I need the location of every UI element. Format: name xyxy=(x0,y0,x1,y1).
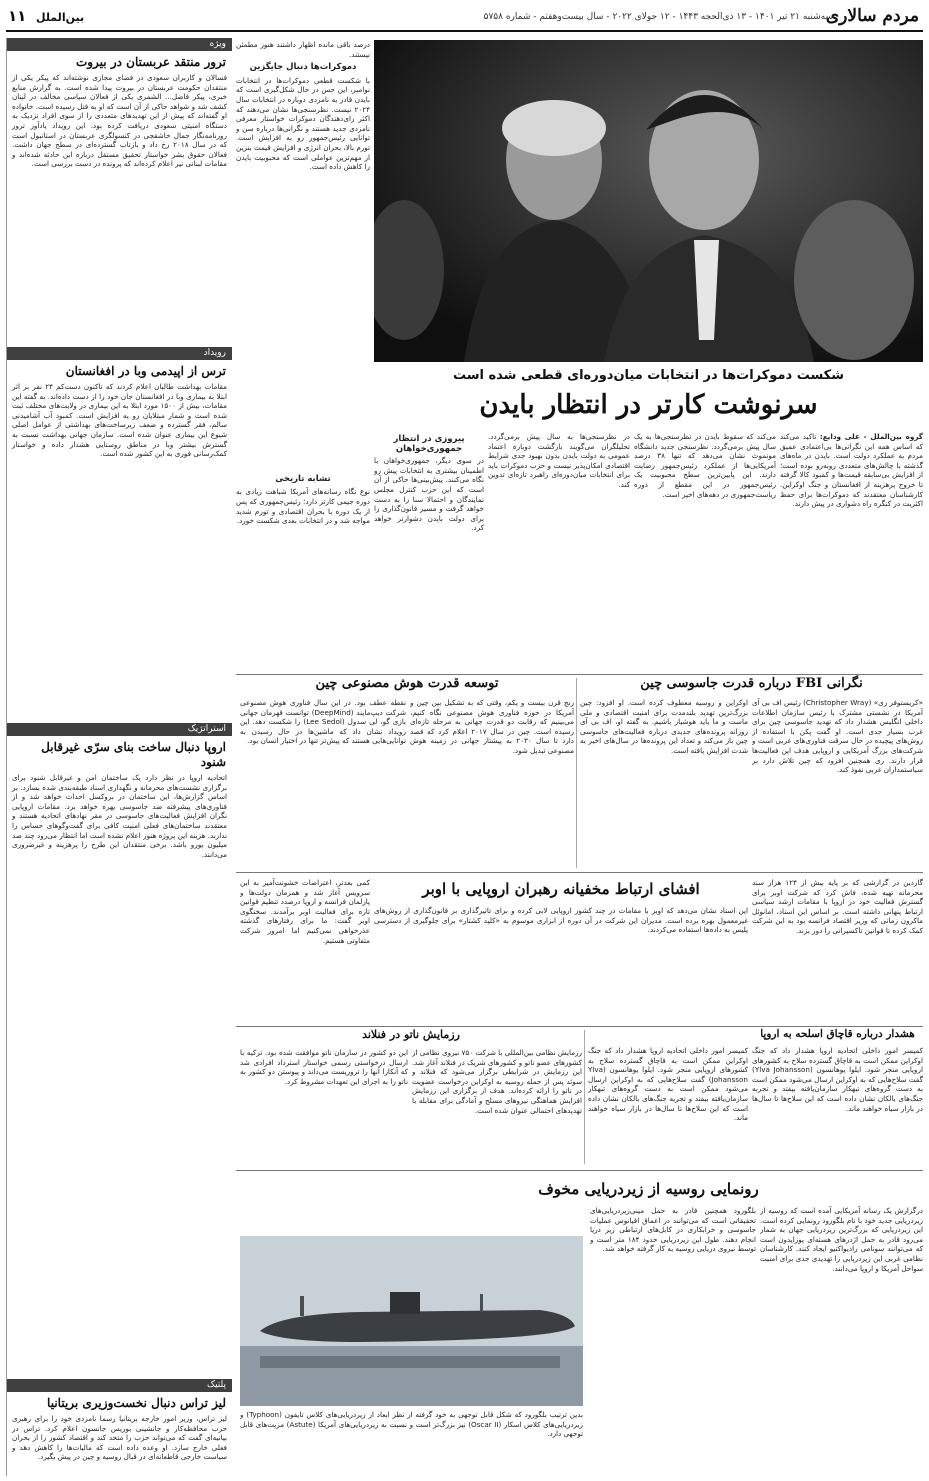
article-body xyxy=(240,878,370,1020)
divider xyxy=(576,678,577,868)
submarine-photo xyxy=(240,1236,583,1406)
subheading: پیروزی در انتظار جمهوری‌خواهان xyxy=(393,434,465,454)
article-body xyxy=(580,698,748,866)
left-news-column xyxy=(6,38,232,1476)
submarine-image xyxy=(240,1236,583,1406)
article-body xyxy=(752,878,923,1020)
lead-text: نوع نگاه رسانه‌های آمریکا شباهت زیادی به دوره جیمی کارتر دارد؛ رئیس‌جمهوری که پس از یک دوره با بحران اقتصادی و تورم شدید مواجه شد و در انتخابات بعدی شکست خورد. xyxy=(236,487,370,526)
byline: گروه بین‌الملل - علی ودایع: xyxy=(819,432,923,441)
article-body xyxy=(240,1410,583,1474)
subheading: تشابه تاریخی xyxy=(275,473,331,484)
article-text: اوکراین و روسیه معطوف کرده است. او افزود: چین بزرگ‌ترین تهدید بلندمدت برای امنیت اقتصادی و ملی ماست و ما باید هوشیار باشیم. به گفته او، اف بی آی روزانه پرونده‌های جدیدی درباره فعالیت‌های جاسوسی چین باز می‌کند و تعداد این پرونده‌ها در سال‌های اخیر به شدت افزایش یافته است. xyxy=(580,698,748,755)
article-text: کمی بعدتر، اعتراضات خشونت‌آمیز به این سرویس آغاز شد و همزمان دولت‌ها و پارلمان فرانسه و اروپا درصدد تنظیم قوانین تازه برای فعالیت اوبر برآمدند. سخنگوی اوبر گفت: ما برای رفتارهای گذشته عذرخواهی نمی‌کنیم اما امروز شرکت متفاوتی هستیم. xyxy=(240,878,370,945)
section-tag: استراتژیک xyxy=(7,723,232,736)
article-text: کمیسر امور داخلی اتحادیه اروپا هشدار داد که جنگ اوکراین ممکن است به قاچاق گسترده سلاح به کشورهای اروپایی منجر شود. ایلوا یوهانسون (Ylva Johansson) گفت سلاح‌هایی که به اوکراین ارسال می‌شود ممکن است به دست گروه‌های تبهکار سازمان‌یافته بیفتد و تجربه جنگ‌های بالکان نشان داده است که این سلاح‌ها تا سال‌ها در بازار سیاه خواهند ماند. xyxy=(588,1046,748,1123)
article-text: رنج قرن بیست و یکم، وقتی که به تشکیل بین چین و آمریکا در حوزه فناوری هوش مصنوعی نگاه کنیم، می‌بینیم که رقابت دو قدرت جهانی به مرحله تازه‌ای رسیده است. چین در سال ۲۰۱۷ اعلام کرد که قصد دارد تا سال ۲۰۳۰ به پیشتاز جهانی در زمینه هوش مصنوعی تبدیل شود. xyxy=(410,698,574,755)
article-body: لیز تراس، وزیر امور خارجه بریتانیا رسما نامزدی خود را برای رهبری حزب محافظه‌کار و جانشینی بوریس جانسون اعلام کرد. تراس در بیانیه‌ای گفت که می‌تواند حزب را متحد کند و اقتصاد کشور را از بحران فعلی خارج سازد. او وعده داده است که مالیات‌ها را کاهش دهد و سیاست خارجی قاطعانه‌ای در قبال روسیه و چین در پیش بگیرد. xyxy=(12,1414,227,1462)
article-text: «کریستوفر ری» (Christopher Wray) رئیس اف بی آی آمریکا در نشستی مشترک با رئیس سازمان اطلاعات داخلی انگلیس هشدار داد که تهدید جاسوسی چین برای غرب بسیار جدی است. او گفت پکن با استفاده از روش‌های پیچیده در حال سرقت فناوری‌های غربی است و شرکت‌های بزرگ آمریکایی و اروپایی هدف این فعالیت‌ها قرار دارند. ری همچنین افزود که چین تلاش دارد بر سیاستمداران غربی نفوذ کند. xyxy=(752,698,923,775)
article-text: کمیسر امور داخلی اتحادیه اروپا هشدار داد که جنگ اوکراین ممکن است به قاچاق گسترده سلاح به کشورهای اروپایی منجر شود. ایلوا یوهانسون (Ylva Johansson) گفت سلاح‌هایی که به اوکراین ارسال می‌شود ممکن است به دست گروه‌های تبهکار سازمان‌یافته بیفتد و تجربه جنگ‌های بالکان نشان داده است که این سلاح‌ها تا سال‌ها در بازار سیاه خواهند ماند. xyxy=(752,1046,923,1113)
article-title: توسعه قدرت هوش مصنوعی چین xyxy=(315,676,499,691)
article-text: این اسناد نشان می‌دهد که اوبر با مقامات در چند کشور اروپایی لابی کرده و برای تاثیرگذاری بر قانون‌گذاری از روش‌های غیرمعمول بهره برده است. مدیران این شرکت در آن دوره از ابزاری موسوم به «کلید کشتار» برای جلوگیری از دسترسی پلیس به داده‌ها استفاده می‌کردند. xyxy=(374,906,748,935)
article-title: هشدار درباره قاچاق اسلحه به اروپا xyxy=(760,1028,915,1040)
photo-carter-biden xyxy=(374,40,923,362)
article-body xyxy=(410,698,574,866)
article-body xyxy=(588,1046,748,1164)
article-title: ترس از اپیدمی وبا در افغانستان xyxy=(65,364,226,378)
divider xyxy=(236,674,923,675)
article-title: رزمایش ناتو در فنلاند xyxy=(362,1028,460,1041)
article-title: اروپا دنبال ساخت بنای سرّی غیرقابل شنود xyxy=(41,740,226,769)
divider xyxy=(236,1026,923,1027)
article-body: فسالان و کاربران سعودی در فضای مجازی نوشته‌اند که پیکر یکی از منتقدان حکومت عربستان در بیروت پیدا شده است. به گزارش منابع خبری، پیکر فاضل... الشمری یکی از فعالان سیاسی مخالف در لبنان کشف شد و شواهد حاکی از آن است که او به قتل رسیده است. خانواده او گفته‌اند که پیش از این تهدیدهای متعددی را از سوی افراد نزدیک به دستگاه امنیتی سعودی دریافت کرده بود. این رویداد یادآور ترور روزنامه‌نگار جمال خاشقجی در کنسولگری عربستان در استانبول است که در سال ۲۰۱۸ رخ داد و بازتاب گسترده‌ای در سطح جهان داشت. فعالان حقوق بشر خواستار تحقیق مستقل درباره این حادثه شده‌اند و مقامات لبنانی نیز اعلام کرده‌اند که پرونده در دست بررسی است. xyxy=(12,73,227,169)
article-text: بدین ترتیب بلگورود که شکل قابل توجهی به خود گرفته از نظر ابعاد از زیردریایی‌های کلاس تایفون (Typhoon) و زیردریایی‌های کلاس اسکار (Oscar II) نیز بزرگ‌تر است و نسبت به زیردریایی‌های آمریکا (Astute) مزیت‌های قابل توجهی دارد. xyxy=(240,1410,583,1439)
lead-kicker: شکست دموکرات‌ها در انتخابات میان‌دوره‌ای قطعی شده است xyxy=(452,368,845,383)
lead-headline: سرنوشت کارتر در انتظار بایدن xyxy=(479,390,818,420)
article-text: رزمایش نظامی بین‌المللی با شرکت ۷۵۰ نیروی نظامی از کشورهای عضو ناتو و کشورهای شریک در فنلاند آغاز شد. این رزمایش در شرایطی برگزار می‌شود که فنلاند و سوئد پس از حمله روسیه به اوکراین درخواست عضویت در ناتو را ارائه کرده‌اند. هدف از برگزاری این رزمایش افزایش هماهنگی نیروهای مسلح و آمادگی برای مقابله با تهدیدهای احتمالی عنوان شده است. xyxy=(412,1048,582,1115)
lead-text: با شکست قطعی دموکرات‌ها در انتخابات نوامبر، این حس در حال شکل‌گیری است که بایدن قادر به نامزدی دوباره در انتخابات سال ۲۰۲۴ نیست. نظرسنجی‌ها نشان می‌دهند که اکثر رای‌دهندگان دموکرات خواستار معرفی نامزدی جدید هستند و نگرانی‌ها درباره سن و توانایی رئیس‌جمهور رو به افزایش است. تورم بالا، بحران انرژی و افزایش قیمت بنزین از مهم‌ترین عواملی است که محبوبیت بایدن را کاهش داده است. xyxy=(236,75,370,172)
article-text: گاردین در گزارشی که بر پایه بیش از ۱۲۴ هزار سند محرمانه تهیه شده، فاش کرد که شرکت اوبر برای گسترش فعالیت خود در اروپا با مقامات ارشد سیاسی ارتباط پنهانی داشته است. بر اساس این اسناد، امانوئل ماکرون زمانی که وزیر اقتصاد فرانسه بود به این شرکت کمک کرده تا قوانین تاکسیرانی را دور بزند. xyxy=(752,878,923,935)
lead-column xyxy=(488,432,630,668)
lead-text: در سوی دیگر، جمهوری‌خواهان با اطمینان بیشتری به انتخابات پیش رو نگاه می‌کنند. پیش‌بینی‌ها حاکی از آن است که این حزب کنترل مجلس نمایندگان و احتمالا سنا را به دست خواهد گرفت و مسیر قانون‌گذاری را برای دولت بایدن دشوارتر خواهد کرد. xyxy=(374,456,484,533)
issue-date: سه‌شنبه ۲۱ تیر ۱۴۰۱ - ۱۳ ذی‌الحجه ۱۴۴۳ - ۱۲ جولای ۲۰۲۲ - سال بیست‌وهفتم - شماره ۵۷۵۸ xyxy=(483,12,833,22)
lead-text: تاکید می‌کند که اساس همه این نگرانی‌ها بی‌اعتمادی عمیق مردم به عملکرد دولت است. بایدن در ماه‌های گذشته با چالش‌های متعددی روبه‌رو بوده است؛ از افزایش بی‌سابقه قیمت‌ها و کمبود کالا گرفته تا خروج پرهزینه از افغانستان و جنگ اوکراین. کارشناسان معتقدند که دموکرات‌ها برای حفظ اکثریت در کنگره راه دشواری در پیش دارند. xyxy=(780,432,923,509)
article-title: افشای ارتباط مخفیانه رهبران اروپایی با اوبر xyxy=(422,880,700,898)
newspaper-logo: مردم سالاری xyxy=(825,6,919,26)
lead-text: در نظرسنجی‌ها به سال پیش برمی‌گردد. تحلیلگران می‌گویند بازگشت دوباره اعتماد عمومی به دولت بایدن بدون بهبود جدی شرایط اقتصادی امکان‌پذیر نیست و حزب دموکرات باید برای انتخابات میان‌دوره‌ای راهبرد تازه‌ای تدوین کند. xyxy=(488,432,630,489)
article-title: رونمایی روسیه از زیردریایی مخوف xyxy=(538,1180,759,1198)
article-body xyxy=(752,1046,923,1164)
article-body xyxy=(240,698,406,866)
lead-text: درصد باقی مانده اظهار داشتند هنوز مطمئن نیستند. xyxy=(236,40,370,59)
article-title: ترور منتقد عربستان در بیروت xyxy=(75,55,226,69)
lead-text: می‌کند که سقوط بایدن در نظرسنجی‌ها به یک سال پیش برمی‌گردد. نظرسنجی جدید دانشگاه مونموث نشان می‌دهد که تنها ۳۸ درصد آمریکایی‌ها از عملکرد رئیس‌جمهور رضایت دارند. این پایین‌ترین سطح محبوبیت یک رئیس‌جمهور در این مقطع از دوره ریاست‌جمهوری در دهه‌های اخیر است. xyxy=(634,432,776,499)
divider xyxy=(236,872,923,873)
section-tag: پلتیک xyxy=(7,1379,232,1392)
divider xyxy=(584,1030,585,1164)
article-body: مقامات بهداشت طالبان اعلام کردند که تاکنون دست‌کم ۲۴ نفر بر اثر ابتلا به بیماری وبا در افغانستان جان خود را از دست داده‌اند. به گفته این مقامات، بیش از ۱۵۰۰ مورد ابتلا به این بیماری در ولایت‌های مختلف ثبت شده است و شمار مبتلایان رو به افزایش است. کمبود آب آشامیدنی سالم، فقر گسترده و ضعف زیرساخت‌های بهداشتی از عوامل اصلی شیوع این بیماری عنوان شده است. سازمان جهانی بهداشت نسبت به گسترش بیشتر وبا در مناطق روستایی هشدار داده و خواستار کمک‌رسانی فوری به این کشور شده است. xyxy=(12,382,227,459)
section-tag: رویداد xyxy=(7,347,232,360)
masthead xyxy=(6,4,923,32)
page-number: ۱۱ xyxy=(8,7,27,25)
article-title: لیز تراس دنبال نخست‌وزیری بریتانیا xyxy=(47,1396,226,1410)
article-text: درگزارش یک رسانه آمریکایی آمده است که روسیه از زیردریایی جدید خود با نام بلگورود رونمایی کرده است. این زیردریایی که بزرگ‌ترین زیردریایی جهان به شمار می‌رود قادر به حمل اژدرهای هسته‌ای پوزایدون است که می‌توانند سونامی رادیواکتیو ایجاد کنند. کارشناسان نظامی غربی این زیردریایی را تهدیدی جدی برای امنیت سواحل آمریکا و اروپا می‌دانند. xyxy=(760,1206,923,1273)
lead-column xyxy=(374,432,484,668)
article-title: نگرانی FBI درباره قدرت جاسوسی چین xyxy=(640,676,863,691)
article-text: بلگورود همچنین قادر به حمل مینی‌زیردریایی‌های تحقیقاتی است که می‌توانند در اعماق اقیانوس عملیات جاسوسی و خرابکاری در کابل‌های ارتباطی زیر دریا انجام دهند. طول این زیردریایی حدود ۱۸۴ متر است و توسط نیروی دریایی روسیه به کار گرفته خواهد شد. xyxy=(590,1206,756,1254)
article-body: اتحادیه اروپا در نظر دارد یک ساختمان امن و غیرقابل شنود برای برگزاری نشست‌های محرمانه و نگهداری اسناد طبقه‌بندی شده بسازد. بر اساس گزارش‌ها، این ساختمان در بروکسل احداث خواهد شد و از فناوری‌های پیشرفته ضد جاسوسی بهره خواهد برد. مقامات اروپایی نگران افزایش فعالیت‌های جاسوسی در مقر نهادهای اتحادیه هستند و معتقدند ساختمان‌های فعلی امنیت کافی برای گفت‌وگوهای حساس را ندارند. هزینه این پروژه هنوز اعلام نشده است اما انتظار می‌رود چند صد میلیون یورو باشد. برخی منتقدان این طرح را پرهزینه و غیرضروری می‌دانند. xyxy=(12,773,227,859)
article-body xyxy=(760,1206,923,1474)
article-text: نقطه عطف بود. در این سال فناوری هوش مصنوعی شرکت دیپ‌مایند (DeepMind) توانست قهرمان جهانی بازی گو، لی سدول (Lee Sedol) را شکست دهد. این رویداد نشان داد که ماشین‌ها در حال رسیدن به توانایی‌هایی هستند که پیش‌تر تنها در اختیار انسان بود. xyxy=(240,698,406,746)
lead-column xyxy=(634,432,776,668)
article-body xyxy=(240,1048,408,1164)
article-body xyxy=(374,906,748,1020)
article-body xyxy=(752,698,923,866)
article-body xyxy=(590,1206,756,1474)
section-name: بین‌الملل xyxy=(36,11,85,24)
article-text: این دو کشور در سازمان ناتو موافقت شده بود. ترکیه با ارسال درخواستی رسمی خواستار استرداد افرادی شد که آنکارا آنها را تروریست می‌داند و پیوستن دو کشور به ناتو را به اجرای این تعهدات مشروط کرد. xyxy=(240,1048,408,1086)
divider xyxy=(236,1170,923,1171)
lead-continuation-column xyxy=(236,40,370,708)
subheading: دموکرات‌ها دنبال جایگزین xyxy=(249,62,357,73)
article-body xyxy=(412,1048,582,1164)
lead-photo xyxy=(374,40,923,362)
lead-column xyxy=(780,432,923,668)
section-tag: ویژه xyxy=(7,38,232,51)
